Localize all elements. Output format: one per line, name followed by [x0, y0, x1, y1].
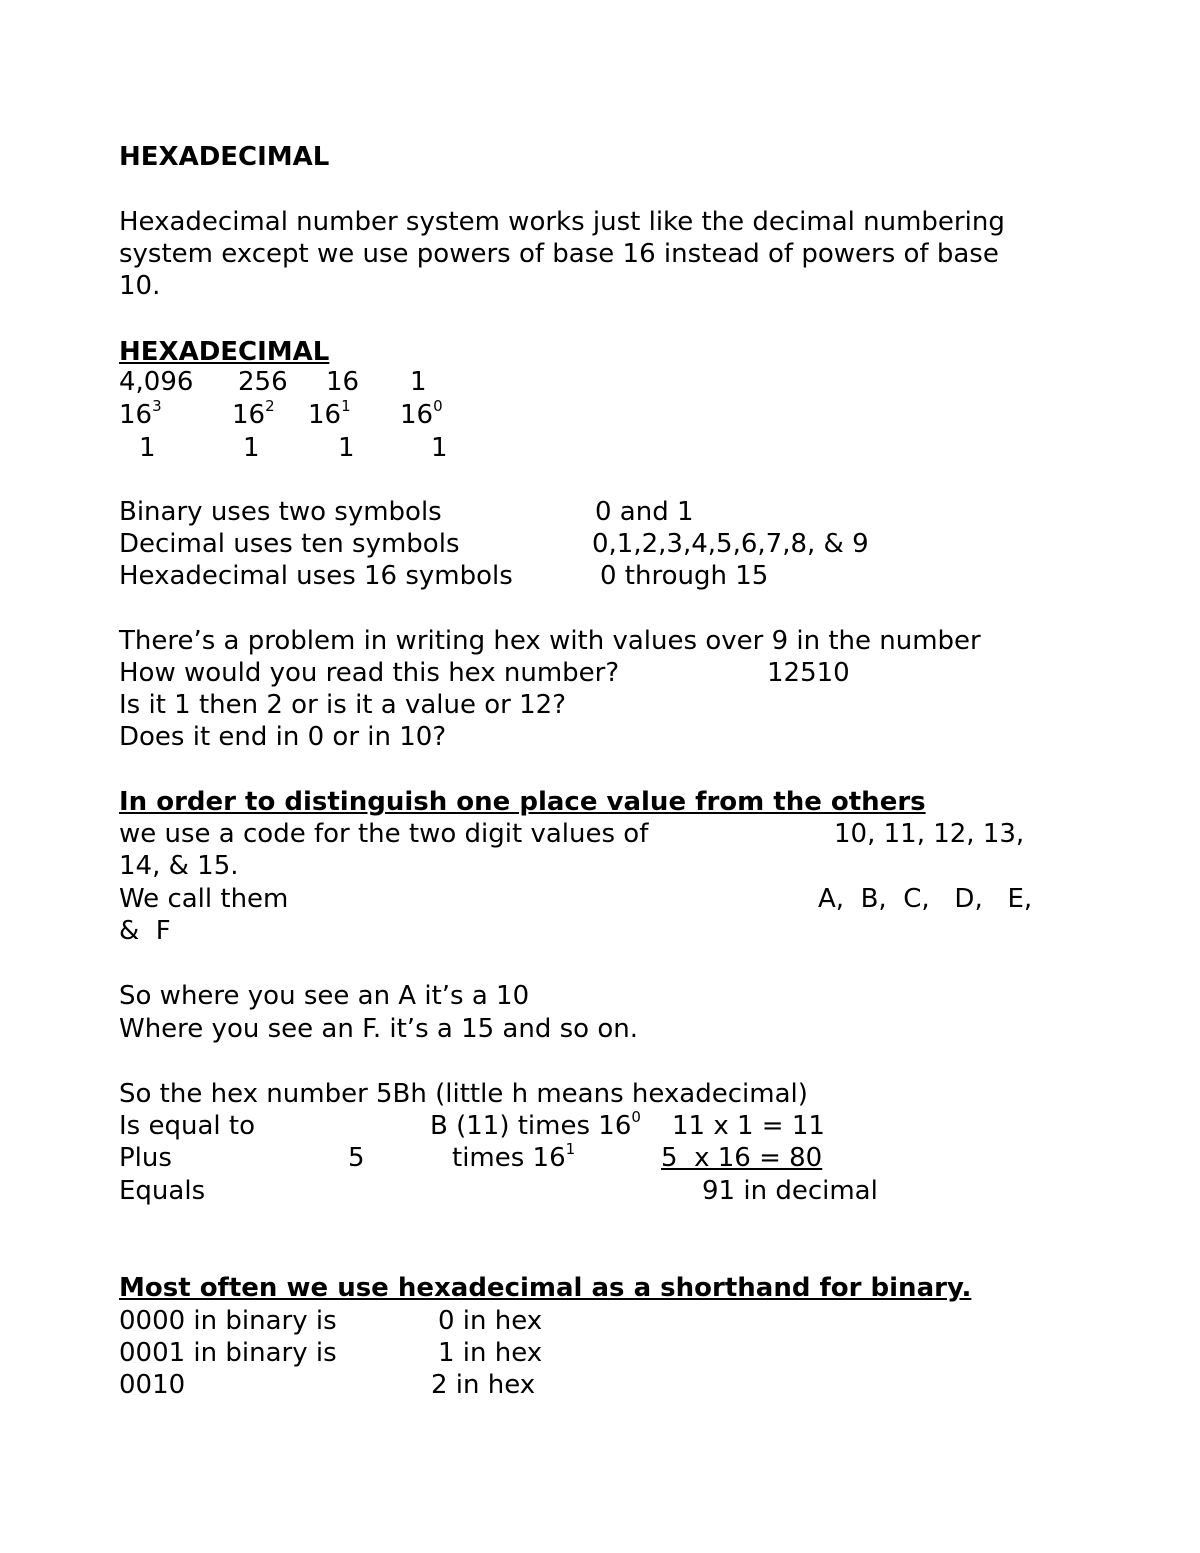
intro-line-2: system except we use powers of base 16 instead of powers of base — [119, 239, 999, 269]
power-exponent: 2 — [265, 397, 275, 415]
symbols-label: Decimal uses ten symbols — [119, 529, 460, 559]
code-label: we use a code for the two digit values of — [119, 819, 649, 849]
code-values: 10, 11, 12, 13, — [834, 819, 1025, 849]
call-values: A, B, C, D, E, — [818, 884, 1033, 914]
binary-value: 0010 — [119, 1370, 186, 1400]
power-exponent: 0 — [433, 397, 443, 415]
call-label: We call them — [119, 884, 289, 914]
hex-value: 1 in hex — [438, 1338, 543, 1368]
example-row2-calc: 5 x 16 = 80 — [661, 1143, 823, 1173]
problem-hex-number: 12510 — [767, 658, 850, 688]
place-power — [119, 399, 162, 431]
intro-line-3: 10. — [119, 271, 161, 301]
intro-line-1: Hexadecimal number system works just like the decimal numbering — [119, 207, 1005, 237]
place-value: 256 — [238, 367, 288, 397]
page-title: HEXADECIMAL — [119, 142, 330, 172]
where-line-2: Where you see an F. it’s a 15 and so on. — [119, 1014, 638, 1044]
symbols-value: 0,1,2,3,4,5,6,7,8, & 9 — [592, 529, 869, 559]
power-base: 16 — [308, 400, 342, 430]
hex-value: 0 in hex — [438, 1306, 543, 1336]
power-exponent: 3 — [152, 397, 162, 415]
row1-exponent: 0 — [631, 1108, 641, 1126]
row2-exponent: 1 — [565, 1140, 576, 1158]
binary-value: 0000 in binary is — [119, 1306, 337, 1336]
shorthand-heading: Most often we use hexadecimal as a shorthand for binary. — [119, 1273, 972, 1303]
place-value: 1 — [410, 367, 427, 397]
symbols-label: Binary uses two symbols — [119, 497, 442, 527]
place-power — [400, 399, 443, 431]
place-value: 16 — [326, 367, 360, 397]
example-row2-digit: 5 — [348, 1143, 365, 1173]
place-digit: 1 — [243, 433, 260, 463]
place-digit: 1 — [338, 433, 355, 463]
code-values-continued: 14, & 15. — [119, 851, 239, 881]
power-exponent: 1 — [341, 397, 351, 415]
place-value: 4,096 — [119, 367, 194, 397]
place-power — [232, 399, 275, 431]
row1-desc-text: B (11) times 16 — [430, 1111, 632, 1141]
example-row1-calc: 11 x 1 = 11 — [672, 1111, 825, 1141]
where-line-1: So where you see an A it’s a 10 — [119, 981, 530, 1011]
problem-question: How would you read this hex number? — [119, 658, 620, 688]
place-table-heading: HEXADECIMAL — [119, 337, 330, 367]
problem-line-1: There’s a problem in writing hex with values over 9 in the number — [119, 626, 981, 656]
symbols-label: Hexadecimal uses 16 symbols — [119, 561, 513, 591]
example-row2-desc — [452, 1142, 575, 1174]
row2-desc-text: times 16 — [452, 1143, 566, 1173]
binary-value: 0001 in binary is — [119, 1338, 337, 1368]
example-row2-label: Plus — [119, 1143, 172, 1173]
place-digit: 1 — [139, 433, 156, 463]
example-row1-label: Is equal to — [119, 1111, 255, 1141]
power-base: 16 — [400, 400, 434, 430]
distinguish-heading: In order to distinguish one place value from the others — [119, 787, 926, 817]
example-row3-label: Equals — [119, 1176, 206, 1206]
problem-line-3: Is it 1 then 2 or is it a value or 12? — [119, 690, 566, 720]
place-power — [308, 399, 351, 431]
power-base: 16 — [119, 400, 153, 430]
call-values-continued: & F — [119, 916, 171, 946]
problem-line-4: Does it end in 0 or in 10? — [119, 722, 447, 752]
example-intro: So the hex number 5Bh (little h means hexadecimal) — [119, 1079, 808, 1109]
hex-value: 2 in hex — [431, 1370, 536, 1400]
example-result: 91 in decimal — [702, 1176, 878, 1206]
power-base: 16 — [232, 400, 266, 430]
symbols-value: 0 and 1 — [595, 497, 694, 527]
example-row1-desc — [430, 1110, 641, 1142]
place-digit: 1 — [431, 433, 448, 463]
symbols-value: 0 through 15 — [600, 561, 769, 591]
